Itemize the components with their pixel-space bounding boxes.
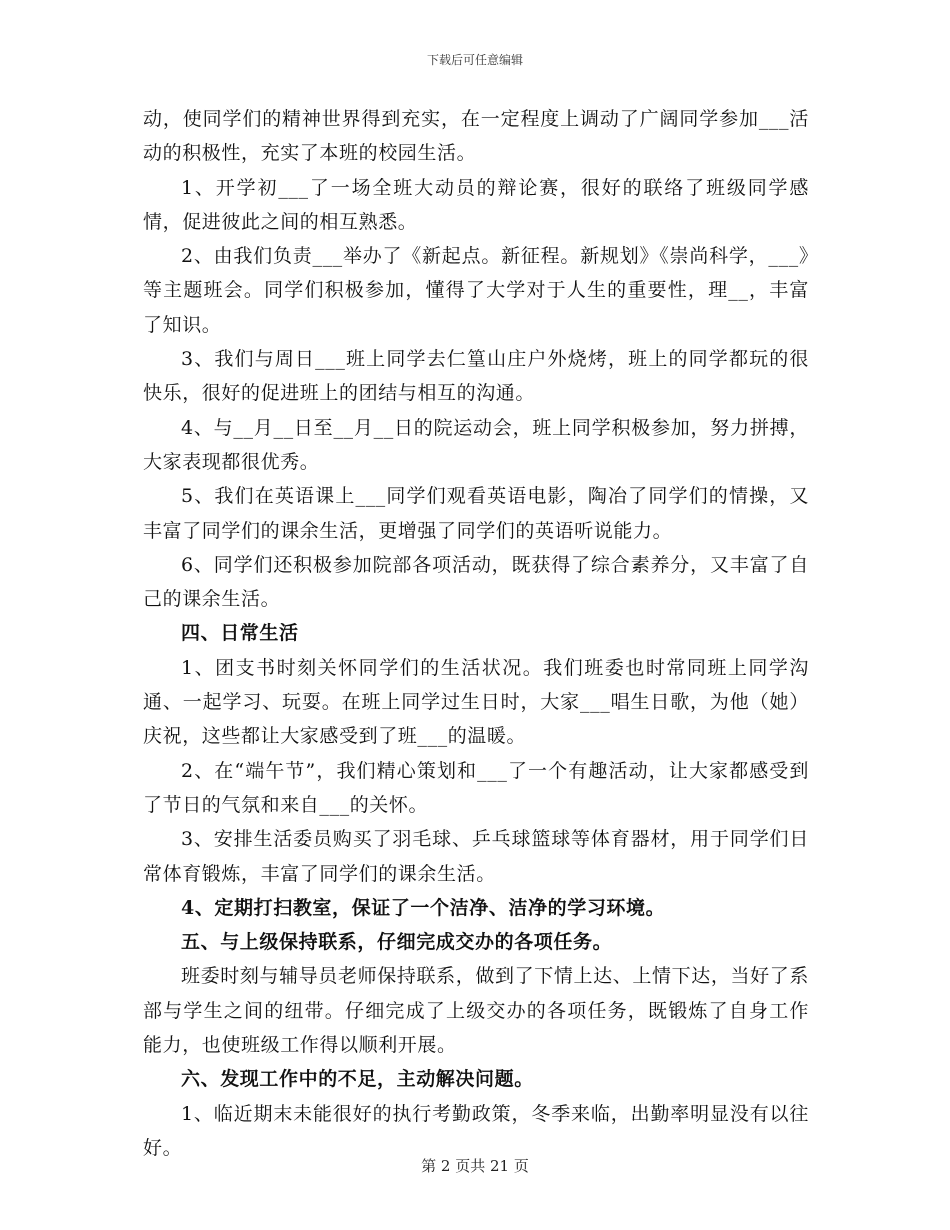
paragraph-contact-body: 班委时刻与辅导员老师保持联系，做到了下情上达、上情下达，当好了系部与学生之间的纽带。仔细完成了上级交办的各项任务，既锻炼了自身工作能力，也使班级工作得以顺利开展。: [143, 965, 809, 1057]
paragraph-item-activities: 6、同学们还积极参加院部各项活动，既获得了综合素养分，又丰富了自己的课余生活。: [143, 553, 809, 611]
paragraph-item-sports-meet: 4、与__月__日至__月__日的院运动会，班上同学积极参加，努力拼搏，大家表现都很优秀。: [143, 416, 809, 473]
section-heading-daily-life: 四、日常生活: [181, 622, 299, 645]
paragraph-item-debate: 1、开学初___了一场全班大动员的辩论赛，很好的联络了班级同学感情，促进彼此之间的相互熟悉。: [143, 176, 809, 233]
document-body: [143, 102, 809, 1165]
page-footer-page-number: 第 2 页共 21 页: [421, 1157, 529, 1175]
paragraph-item-class-meeting: 2、由我们负责___举办了《新起点。新征程。新规划》《崇尚科学，___》等主题班会。同学们积极参加，懂得了大学对于人生的重要性，理__，丰富了知识。: [143, 245, 809, 336]
section-heading-shortcomings: 六、发现工作中的不足，主动解决问题。: [181, 1068, 534, 1091]
page-header: 下载后可任意编辑: [426, 53, 523, 67]
paragraph-item-classroom-cleaning: 4、定期打扫教室，保证了一个洁净、洁净的学习环境。: [181, 896, 666, 919]
paragraph-item-sports-equipment: 3、安排生活委员购买了羽毛球、乒乓球篮球等体育器材，用于同学们日常体育锻炼，丰富了同学们的课余生活。: [143, 828, 809, 885]
paragraph-item-birthday: 1、团支书时刻关怀同学们的生活状况。我们班委也时常同班上同学沟通、一起学习、玩耍。在班上同学过生日时，大家___唱生日歌，为他（她）庆祝，这些都让大家感受到了班___的温暖。: [143, 656, 809, 748]
paragraph-item-english-movie: 5、我们在英语课上___同学们观看英语电影，陶冶了同学们的情操，又丰富了同学们的课余生活，更增强了同学们的英语听说能力。: [143, 485, 809, 542]
section-heading-contact: 五、与上级保持联系，仔细完成交办的各项任务。: [181, 931, 613, 954]
paragraph-intro-continuation: 动，使同学们的精神世界得到充实，在一定程度上调动了广阔同学参加___活动的积极性，充实了本班的校园生活。: [143, 108, 809, 165]
paragraph-item-barbecue: 3、我们与周日___班上同学去仁篁山庄户外烧烤，班上的同学都玩的很快乐，很好的促进班上的团结与相互的沟通。: [143, 348, 809, 405]
paragraph-item-dragon-boat: 2、在“端午节”，我们精心策划和___了一个有趣活动，让大家都感受到了节日的气氛和来自___的关怀。: [143, 759, 809, 816]
paragraph-item-attendance: 1、临近期末未能很好的执行考勤政策，冬季来临，出勤率明显没有以往好。: [143, 1102, 809, 1159]
